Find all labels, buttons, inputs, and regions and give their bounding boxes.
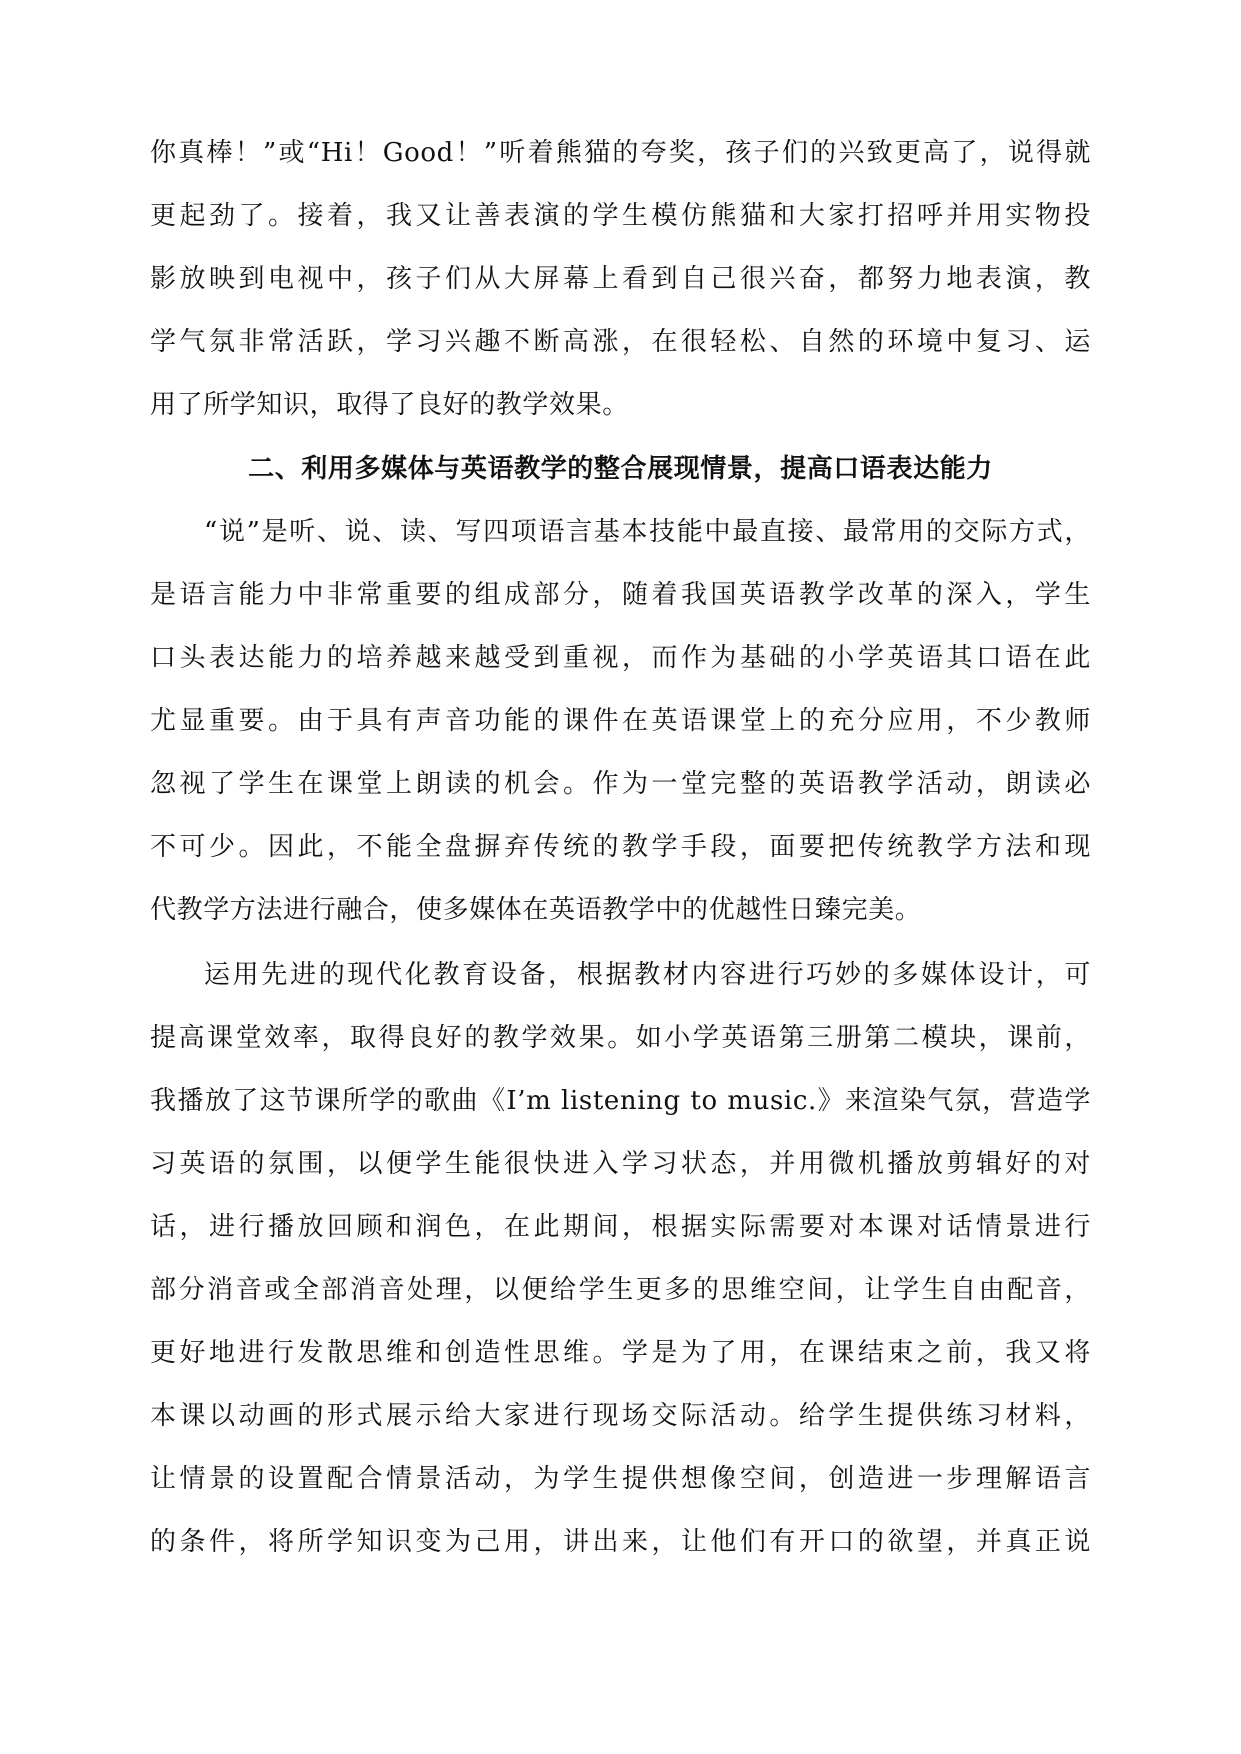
paragraph-line: 让情景的设置配合情景活动，为学生提供想像空间，创造进一步理解语言 bbox=[150, 1464, 1091, 1494]
paragraph-line: 更好地进行发散思维和创造性思维。学是为了用，在课结束之前，我又将 bbox=[150, 1338, 1091, 1368]
paragraph-line: 更起劲了。接着，我又让善表演的学生模仿熊猫和大家打招呼并用实物投 bbox=[150, 201, 1091, 231]
paragraph-line: 是语言能力中非常重要的组成部分，随着我国英语教学改革的深入，学生 bbox=[150, 580, 1091, 610]
paragraph-line: 我播放了这节课所学的歌曲《I’m listening to music.》来渲染气氛，营造学 bbox=[150, 1086, 1091, 1116]
paragraph-line: 本课以动画的形式展示给大家进行现场交际活动。给学生提供练习材料， bbox=[150, 1401, 1091, 1431]
paragraph-line: 忽视了学生在课堂上朗读的机会。作为一堂完整的英语教学活动，朗读必 bbox=[150, 769, 1091, 799]
paragraph-line: 口头表达能力的培养越来越受到重视，而作为基础的小学英语其口语在此 bbox=[150, 643, 1091, 673]
paragraph-line: 尤显重要。由于具有声音功能的课件在英语课堂上的充分应用，不少教师 bbox=[150, 706, 1091, 736]
paragraph-line: 你真棒！”或“Hi！Good！”听着熊猫的夸奖，孩子们的兴致更高了，说得就 bbox=[150, 138, 1091, 168]
paragraph-line: 运用先进的现代化教育设备，根据教材内容进行巧妙的多媒体设计，可 bbox=[204, 960, 1091, 990]
paragraph-line: 提高课堂效率，取得良好的教学效果。如小学英语第三册第二模块，课前， bbox=[150, 1023, 1091, 1053]
paragraph-line: 影放映到电视中，孩子们从大屏幕上看到自己很兴奋，都努力地表演，教 bbox=[150, 264, 1091, 294]
paragraph-line: 学气氛非常活跃，学习兴趣不断高涨，在很轻松、自然的环境中复习、运 bbox=[150, 327, 1091, 357]
paragraph-line: 代教学方法进行融合，使多媒体在英语教学中的优越性日臻完美。 bbox=[150, 895, 922, 925]
paragraph-line: 习英语的氛围，以便学生能很快进入学习状态，并用微机播放剪辑好的对 bbox=[150, 1149, 1091, 1179]
paragraph-line: 话，进行播放回顾和润色，在此期间，根据实际需要对本课对话情景进行 bbox=[150, 1212, 1091, 1242]
paragraph-line: 用了所学知识，取得了良好的教学效果。 bbox=[150, 390, 629, 420]
paragraph-line: 不可少。因此，不能全盘摒弃传统的教学手段，面要把传统教学方法和现 bbox=[150, 832, 1091, 862]
section-heading: 二、利用多媒体与英语教学的整合展现情景，提高口语表达能力 bbox=[248, 454, 993, 484]
paragraph-line: “说”是听、说、读、写四项语言基本技能中最直接、最常用的交际方式， bbox=[204, 517, 1091, 547]
paragraph-line: 的条件，将所学知识变为己用，讲出来，让他们有开口的欲望，并真正说 bbox=[150, 1527, 1091, 1557]
paragraph-line: 部分消音或全部消音处理，以便给学生更多的思维空间，让学生自由配音， bbox=[150, 1275, 1091, 1305]
